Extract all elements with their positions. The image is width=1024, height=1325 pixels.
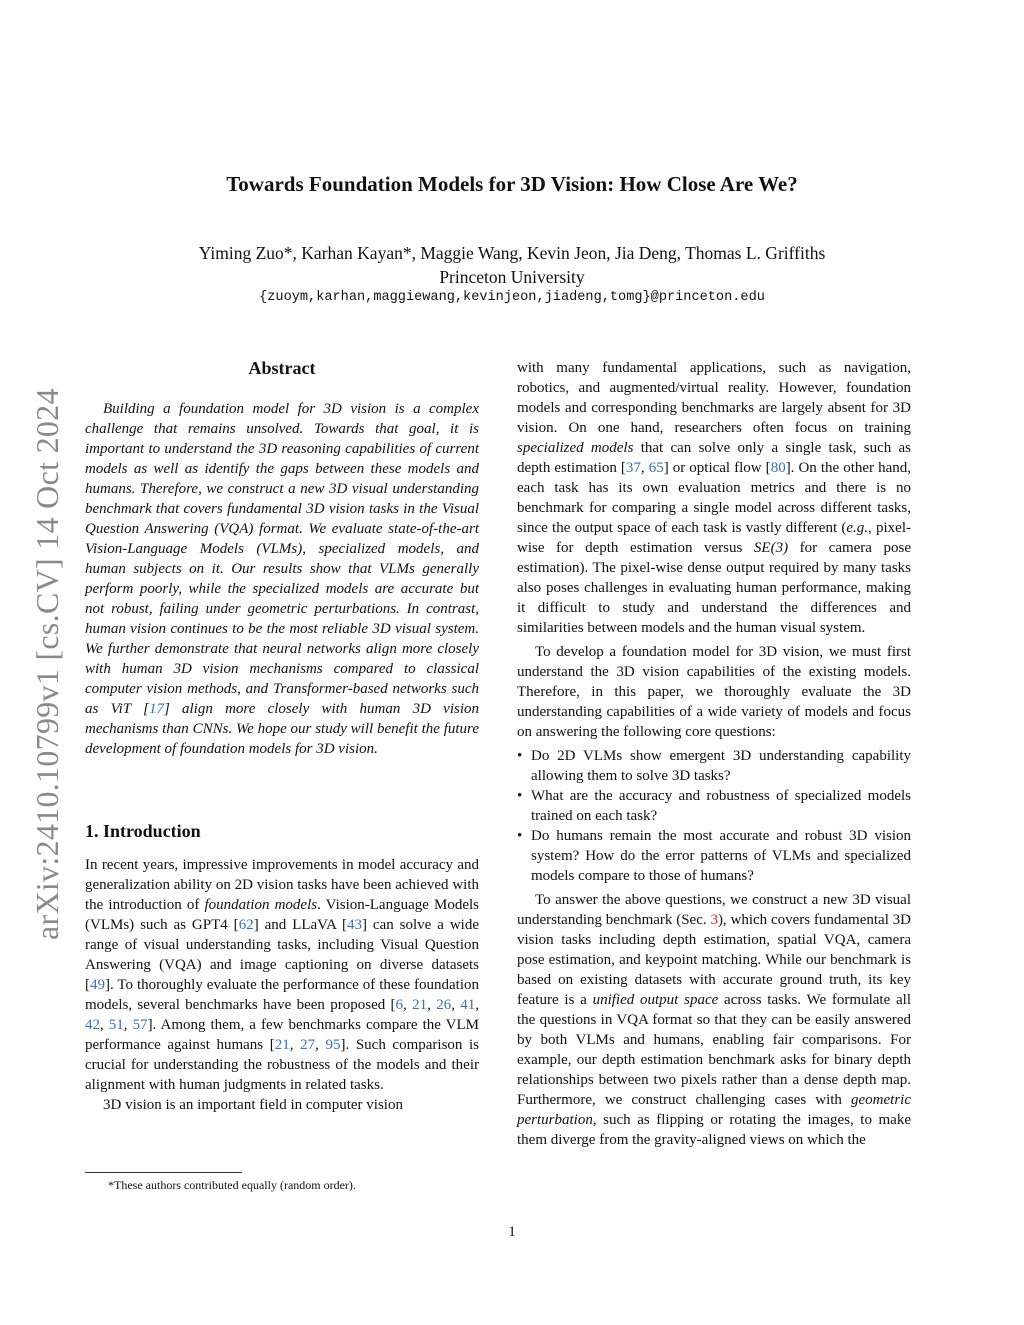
body-text: ] can solve a wide range of visual understanding tasks, including Visual Question Answering (VQA) and image captioning on diverse datasets [ [85, 917, 479, 993]
list-item: • What are the accuracy and robustness of specialized models trained on each task? [517, 786, 911, 826]
body-text: for camera pose estimation). The pixel-wise dense output required by many tasks also poses challenges in evaluating human performance, making it difficult to study and understand the differences and similarities between models and the human visual system. [517, 540, 911, 636]
list-item: • Do humans remain the most accurate and robust 3D vision system? How do the error patterns of VLMs and specialized models compare to those of humans? [517, 826, 911, 886]
section-heading-introduction: 1. Introduction [85, 821, 201, 841]
body-text: , pixel-wise for depth estimation versus [517, 520, 911, 556]
body-text: ]. To thoroughly evaluate the performance of these foundation models, several benchmarks have been proposed [ [85, 977, 479, 1013]
citation-link[interactable]: 42 [85, 1017, 100, 1033]
body-text: ]. On the other hand, each task has its own evaluation metrics and there is no benchmark for comparing a single model across different tasks, since the output space of each task is vastly different ( [517, 460, 911, 536]
emphasis-text: foundation models [204, 897, 318, 913]
arxiv-identifier-stamp: arXiv:2410.10799v1 [cs.CV] 14 Oct 2024 [29, 388, 65, 940]
citation-link[interactable]: 65 [648, 460, 664, 476]
citation-link[interactable]: 43 [347, 917, 362, 933]
body-text: In recent years, impressive improvements in model accuracy and generalization ability on 2D vision tasks have been achieved with the introduction of [85, 857, 479, 913]
body-text: . Vision-Language Models (VLMs) such as GPT4 [ [85, 897, 480, 933]
body-text: across tasks. We formulate all the questions in VQA format so that they can be easily answered by both VLMs and humans, enabling fair comparisons. For example, our depth estimation benchmark asks for binary depth relationships between two pixels rather than a dense depth map. Furthermore, we construct challenging cases with [517, 992, 911, 1108]
citation-link[interactable]: 62 [238, 917, 254, 933]
body-text: , such as flipping or rotating the images, to make them diverge from the gravity-aligned views on which the [517, 1112, 911, 1148]
body-text: To answer the above questions, we construct a new 3D visual understanding benchmark (Sec. [517, 892, 911, 928]
body-text: ] or optical flow [ [663, 460, 771, 476]
body-text: ]. Among them, a few benchmarks compare the VLM performance against humans [ [85, 1017, 480, 1053]
footnote: *These authors contributed equally (random order). [108, 1178, 356, 1192]
citation-link[interactable]: 49 [90, 977, 105, 993]
body-text: ]. Such comparison is crucial for understanding the robustness of the models and their alignment with human judgments in related tasks. [85, 1037, 480, 1093]
body-text: ] and LLaVA [ [253, 917, 347, 933]
abstract-text [85, 399, 479, 759]
body-text: with many fundamental applications, such as navigation, robotics, and augmented/virtual reality. However, foundation models and corresponding benchmarks are largely absent for 3D vision. On one hand, researchers often focus on training [517, 360, 911, 436]
left-column [85, 355, 479, 1115]
core-questions-list [517, 746, 911, 886]
citation-link[interactable]: 6 [395, 997, 404, 1013]
emphasis-text: geometric perturbation [517, 1092, 911, 1128]
citation-link[interactable]: 57 [132, 1017, 148, 1033]
affiliation: Princeton University [439, 267, 585, 287]
list-item: • Do 2D VLMs show emergent 3D understanding capability allowing them to solve 3D tasks? [517, 746, 911, 786]
paper-title: Towards Foundation Models for 3D Vision: How Close Are We? [226, 172, 798, 196]
intro-paragraph [517, 890, 911, 1150]
citation-link[interactable]: 27 [300, 1037, 316, 1053]
abstract-heading: Abstract [248, 358, 316, 378]
body-text: that can solve only a single task, such as depth estimation [ [517, 440, 911, 476]
citation-link[interactable]: 21 [274, 1037, 290, 1053]
citation-link[interactable]: 26 [436, 997, 452, 1013]
emphasis-text: unified output space [592, 992, 719, 1008]
citation-link[interactable]: 80 [770, 460, 786, 476]
author-block [0, 241, 1024, 289]
intro-paragraph: 3D vision is an important field in computer vision [103, 1097, 403, 1113]
emphasis-text: specialized models [517, 440, 634, 456]
abstract-text-part: Building a foundation model for 3D vision is a complex challenge that remains unsolved. Towards that goal, it is important to understand the 3D reasoning capabilities of current models as well as identify the gaps between these models and humans. Therefore, we construct a new 3D visual understanding benchmark that covers fundamental 3D vision tasks in the Visual Question Answering (VQA) format. We evaluate state-of-the-art Vision-Language Models (VLMs), specialized models, and human subjects on it. Our results show that VLMs generally perform poorly, while the specialized models are accurate but not robust, failing under geometric perturbations. In contrast, human vision continues to be the most reliable 3D visual system. We further demonstrate that neural networks align more closely with human 3D vision mechanisms compared to classical computer vision methods, and Transformer-based networks such as ViT [ [85, 401, 479, 717]
citation-link[interactable]: 17 [148, 701, 164, 717]
citation-link[interactable]: 21 [412, 997, 428, 1013]
author-list: Yiming Zuo*, Karhan Kayan*, Maggie Wang, Kevin Jeon, Jia Deng, Thomas L. Griffiths [198, 243, 826, 263]
emphasis-text: e.g. [846, 520, 869, 536]
body-text: ), which covers fundamental 3D vision tasks including depth estimation, spatial VQA, camera pose estimation, and keypoint matching. While our benchmark is based on existing datasets with accurate ground truth, its key feature is a [517, 912, 911, 1008]
citation-link[interactable]: 51 [108, 1017, 124, 1033]
citation-link[interactable]: 95 [325, 1037, 341, 1053]
right-column [517, 358, 911, 1150]
abstract-text-part: ] align more closely with human 3D vision mechanisms than CNNs. We hope our study will benefit the future development of foundation models for 3D vision. [85, 701, 479, 757]
intro-paragraph: In recent years, impressive improvements in model accuracy and generalization ability on 2D vision tasks have been achieved with the introduction of foundation models. Vision-Language Models (VLMs) such as GPT4 [62] and LLaVA [43] can solve a wide range of visual understanding tasks, including Visual Question Answering (VQA) and image captioning on diverse datasets [49]. To thoroughly evaluate the performance of these foundation models, several benchmarks have been proposed [6, 21, 26, 41, 42, 51, 57]. Among them, a few benchmarks compare the VLM performance against humans [21, 27, 95]. Such comparison is crucial for understanding the robustness of the models and their alignment with human judgments in related tasks. [85, 857, 480, 1093]
math-se3: SE(3) [753, 540, 789, 556]
page-number: 1 [508, 1224, 516, 1240]
citation-link[interactable]: 37 [625, 460, 641, 476]
section-ref-link[interactable]: 3 [710, 912, 718, 928]
intro-paragraph: with many fundamental applications, such as navigation, robotics, and augmented/virtual reality. However, foundation models and corresponding benchmarks are largely absent for 3D vision. On one hand, researchers often focus on training specialized models that can solve only a single task, such as depth estimation [37, 65] or optical flow [80]. On the other hand, each task has its own evaluation metrics and there is no benchmark for comparing a single model across different tasks, since the output space of each task is vastly different (e.g., pixel-wise for depth estimation versus SE(3) for camera pose estimation). The pixel-wise dense output required by many tasks also poses challenges in evaluating human performance, making it difficult to study and understand the differences and similarities between models and the human visual system. [517, 360, 911, 636]
citation-link[interactable]: 41 [460, 997, 476, 1013]
footnote-divider [85, 1172, 242, 1173]
intro-paragraph: To develop a foundation model for 3D vision, we must first understand the 3D vision capabilities of the existing models. Therefore, in this paper, we thoroughly evaluate the 3D understanding capabilities of a wide variety of models and focus on answering the following core questions: [517, 644, 911, 740]
author-emails: {zuoym,karhan,maggiewang,kevinjeon,jiadeng,tomg}@princeton.edu [259, 290, 765, 305]
